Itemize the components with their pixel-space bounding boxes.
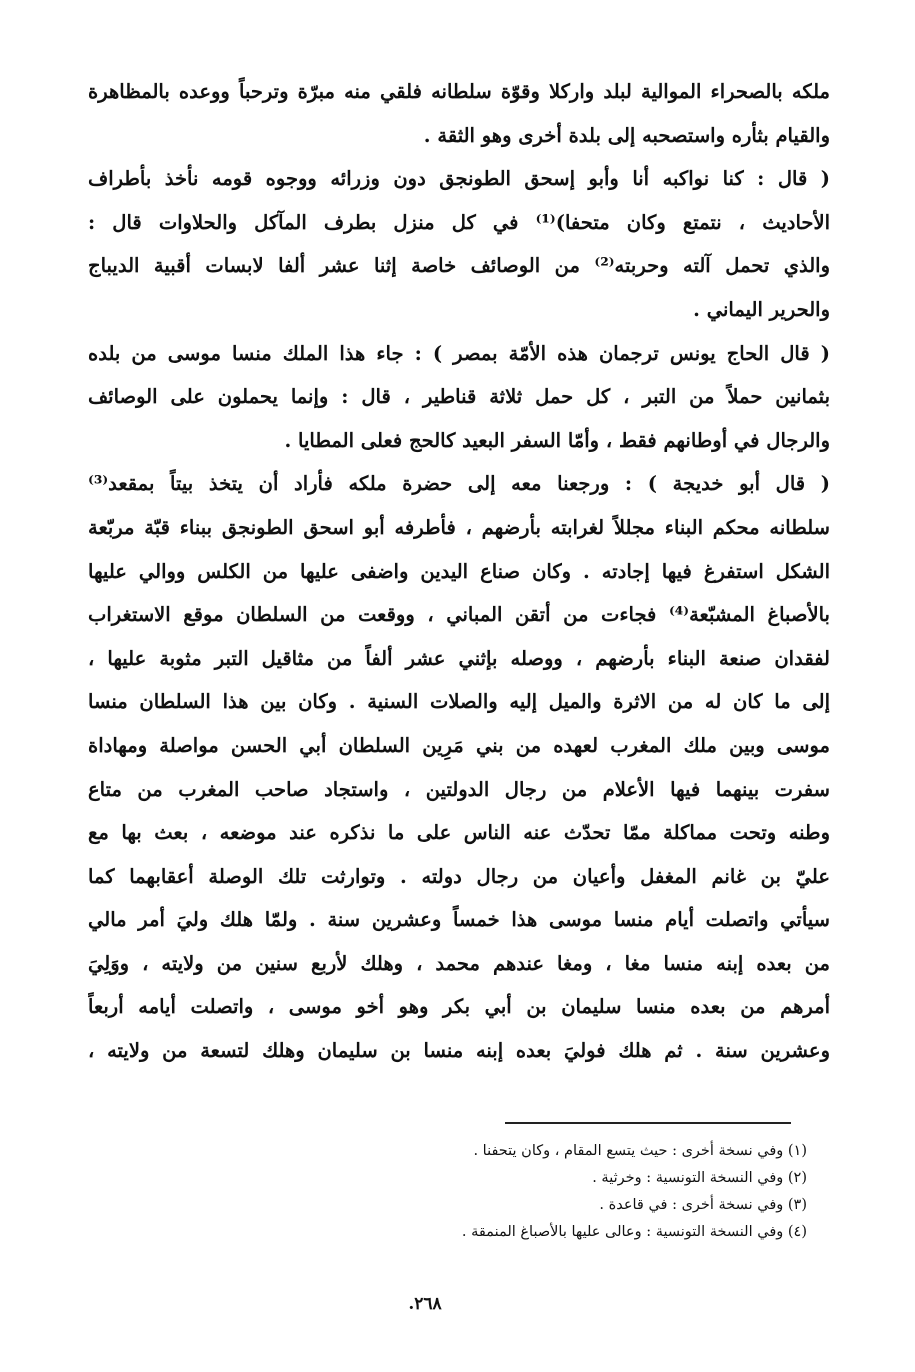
text-line: ( قال : كنا نواكبه أنا وأبو إسحق الطونجق دون وزرائه ووجوه قومه نأخذ بأطراف: [88, 167, 830, 191]
footnote: (٤) وفي النسخة التونسية : وعالى عليها بالأصباغ المنمقة .: [461, 1224, 807, 1240]
text-line: بالأصباغ المشبّعة⁽⁴⁾ فجاءت من أتقن المباني ، ووقعت من السلطان موقع الاستغراب: [88, 603, 830, 627]
text-line: سيأتي واتصلت أيام منسا موسى هذا خمساً وعشرين سنة . ولمّا هلك وليَ أمر مالي: [88, 908, 830, 932]
text-line: سفرت بينهما فيها الأعلام من رجال الدولتين ، واستجاد صاحب المغرب من متاع: [88, 777, 830, 801]
footnote: (١) وفي نسخة أخرى : حيث يتسع المقام ، وكان يتحفنا .: [473, 1143, 807, 1159]
footnote-separator: [505, 1122, 791, 1124]
text-line: وطنه وتحت مماكلة ممّا تحدّث عنه الناس على ما نذكره عند موضعه ، بعث بها مع: [88, 821, 830, 845]
main-text: [88, 70, 830, 1073]
text-line: لفقدان صنعة البناء بأرضهم ، ووصله بإثني عشر ألفاً من مثاقيل التبر مثوبة عليها ،: [88, 646, 830, 670]
footnotes: [300, 1138, 807, 1246]
text-line: من بعده إبنه منسا مغا ، ومغا عندهم محمد ، وهلك لأربع سنين من ولايته ، ووَلِيَ: [88, 951, 830, 975]
text-line: والذي تحمل آلته وحربته⁽²⁾ من الوصائف خاصة إثنا عشر ألفا لابسات أقبية الديباج: [88, 254, 830, 278]
text-line: ( قال الحاج يونس ترجمان هذه الأمّة بمصر ) : جاء هذا الملك منسا موسى من بلده: [88, 341, 830, 365]
text-line: إلى ما كان له من الاثرة والميل إليه والصلات السنية . وكان بين هذا السلطان منسا: [88, 690, 830, 714]
page-number: ٢٦٨.: [408, 1294, 442, 1314]
text-line: والحرير اليماني .: [693, 297, 830, 321]
text-line: ملكه بالصحراء الموالية لبلد واركلا وقوّة سلطانه فلقي منه مبرّة وترحباً ووعده بالمظاهرة: [88, 80, 830, 103]
text-line: وعشرين سنة . ثم هلك فوليَ بعده إبنه منسا بن سليمان وهلك لتسعة من ولايته ،: [88, 1039, 830, 1063]
text-line: والقيام بثأره واستصحبه إلى بلدة أخرى وهو الثقة .: [423, 123, 830, 147]
text-line: سلطانه محكم البناء مجللاً لغرابته بأرضهم ، فأطرفه أبو اسحق الطونجق ببناء قبّة مربّعة: [88, 515, 830, 539]
footnote: (٣) وفي نسخة أخرى : في قاعدة .: [599, 1197, 807, 1213]
text-line: أمرهم من بعده منسا سليمان بن أبي بكر وهو أخو موسى ، واتصلت أيامه أربعاً: [88, 995, 830, 1019]
text-line: موسى وبين ملك المغرب لعهده من بني مَرِين السلطان أبي الحسن مواصلة ومهاداة: [88, 733, 830, 757]
text-line: الشكل استفرغ فيها إجادته . وكان صناع اليدين واضفى عليها من الكلس ووالي عليها: [88, 559, 830, 583]
text-line: ( قال أبو خديجة ) : ورجعنا معه إلى حضرة ملكه فأراد أن يتخذ بيتاً بمقعد⁽³⁾: [88, 472, 830, 496]
text-line: والرجال في أوطانهم فقط ، وأمّا السفر البعيد كالحج فعلى المطايا .: [284, 428, 830, 452]
text-line: الأحاديث ، نتمتع وكان متحفا)⁽¹⁾ في كل منزل بطرف المآكل والحلاوات قال :: [88, 210, 830, 234]
text-line: بثمانين حملاً من التبر ، كل حمل ثلاثة قناطير ، قال : وإنما يحملون على الوصائف: [88, 385, 830, 409]
text-line: عليّ بن غانم المغفل وأعيان من رجال دولته . وتوارثت تلك الوصلة أعقابهما كما: [88, 864, 830, 888]
footnote: (٢) وفي النسخة التونسية : وخرثية .: [592, 1170, 807, 1186]
